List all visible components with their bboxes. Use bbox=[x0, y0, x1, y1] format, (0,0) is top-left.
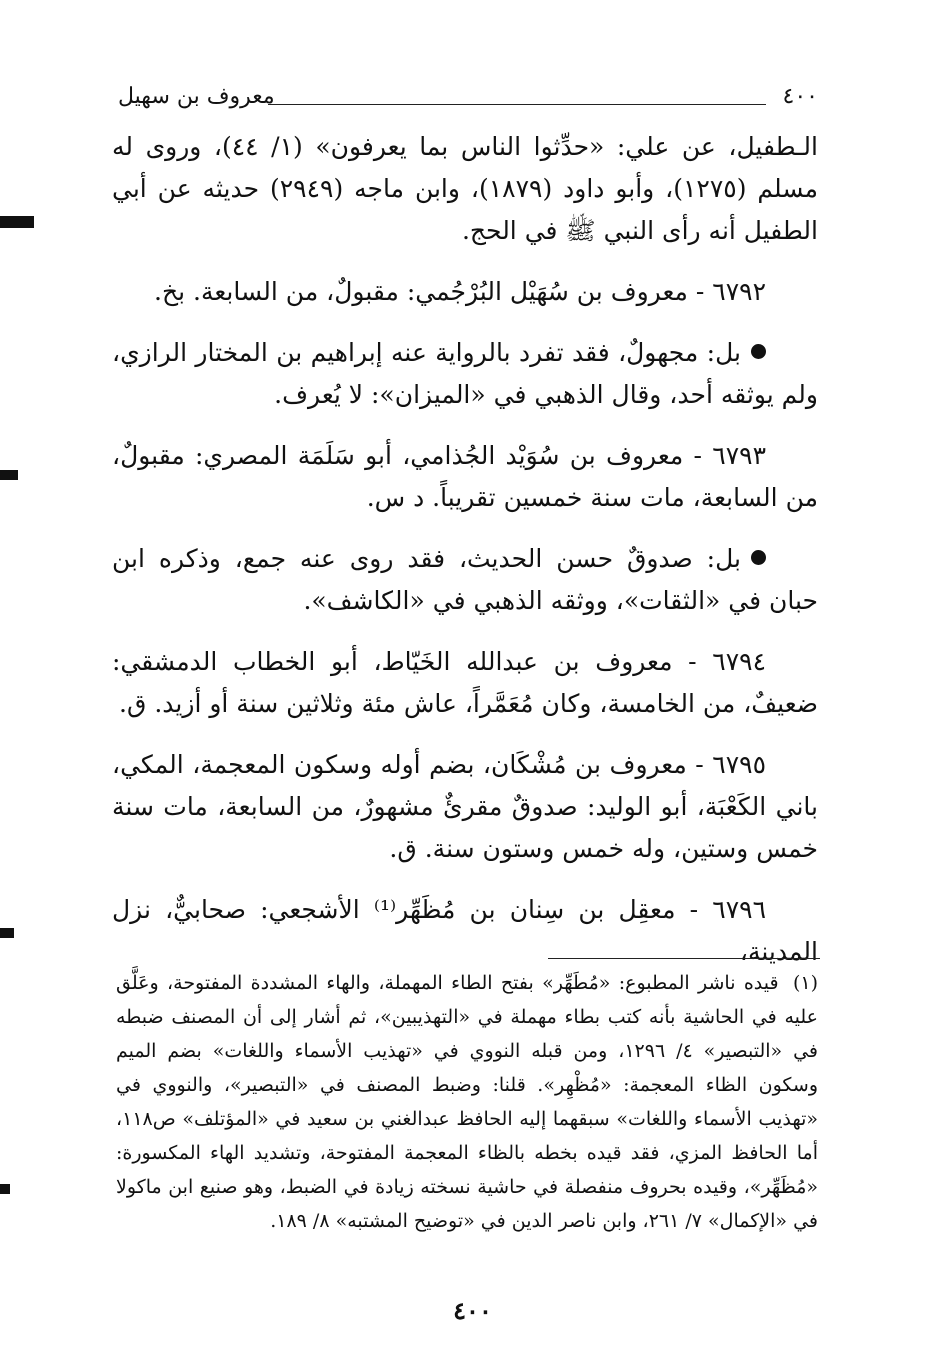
comment-text: مجهولٌ، فقد تفرد بالرواية عنه إبراهيم بن المختار الرازي، ولم يوثقه أحد، وقال الذهبي في «الميزان»: لا يُعرف. bbox=[112, 338, 818, 409]
entry-6795: ٦٧٩٥ - معروف بن مُشْكَان، بضم أوله وسكون المعجمة، المكي، باني الكَعْبَة، أبو الوليد: صدوقٌ مقرئٌ مشهورٌ، من السابعة، مات سنة خمس وستين، وله خمس وستون سنة. ق. bbox=[112, 750, 818, 863]
bullet-icon bbox=[751, 550, 766, 565]
entry-6796: ٦٧٩٦ - معقِل بن سِنان بن مُظَهِّر⁽¹⁾ الأشجعي: صحابيٌّ، نزل المدينة، bbox=[112, 895, 818, 966]
entry-6792: ٦٧٩٢ - معروف بن سُهَيْل البُرْجُمي: مقبولٌ، من السابعة. بخ. bbox=[154, 277, 766, 306]
comment-text: صدوقٌ حسن الحديث، فقد روى عنه جمع، وذكره ابن حبان في «الثقات»، ووثقه الذهبي في «الكاشف». bbox=[112, 544, 818, 615]
bullet-icon bbox=[751, 344, 766, 359]
footer-page-number: ٤٠٠ bbox=[453, 1296, 492, 1325]
header-page-number: ٤٠٠ bbox=[782, 84, 818, 109]
scan-mark bbox=[0, 1184, 10, 1194]
comment-6792 bbox=[112, 332, 818, 416]
bal-label: بل: bbox=[706, 544, 741, 573]
footnote-rule bbox=[548, 958, 820, 959]
continued-paragraph: الـطفيل، عن علي: «حدِّثوا الناس بما يعرفون» (١/ ٤٤)، وروى له مسلم (١٢٧٥)، وأبو داود (١٨٧٩)، وابن ماجه (٢٩٤٩) حديثه عن أبي الطفيل أنه رأى النبي ﷺ في الحج. bbox=[112, 132, 819, 245]
bal-label: بل: bbox=[706, 338, 741, 367]
scan-mark bbox=[0, 928, 14, 938]
entry-6793: ٦٧٩٣ - معروف بن سُوَيْد الجُذامي، أبو سَلَمَة المصري: مقبولٌ، من السابعة، مات سنة خمسين تقريباً. د س. bbox=[112, 441, 818, 512]
footnote-text: قيده ناشر المطبوع: «مُطَهِّر» بفتح الطاء المهملة، والهاء المشددة المفتوحة، وعَلَّق عليه في الحاشية بأنه كتب بطاء مهملة في «التهذيبين»، ثم أشار إلى أن المصنف ضبطه في «التبصير» ٤/ ١٢٩٦، ومن قبله النووي في «تهذيب الأسماء واللغات» بضم الميم وسكون الظاء المعجمة: «مُظْهِر». قلنا: وضبط المصنف في «التبصير»، والنووي في «تهذيب الأسماء واللغات» سبقهما إليه الحافظ عبدالغني بن سعيد في «المؤتلف» ص١١٨، أما الحافظ المزي، فقد قيده بخطه بالظاء المعجمة المفتوحة، وتشديد الهاء المكسورة: «مُظَهِّر»، وقيده بحروف منفصلة في حاشية نسخته زيادة في الضبط، وهو صنيع ابن ماكولا في «الإكمال» ٧/ ٢٦١، وابن ناصر الدين في «توضيح المشتبه» ٨/ ١٨٩. bbox=[116, 972, 818, 1232]
scan-mark bbox=[0, 470, 18, 480]
main-text bbox=[112, 126, 818, 992]
scan-mark bbox=[0, 216, 34, 228]
comment-6793 bbox=[112, 538, 818, 622]
footnote-number: (١) bbox=[792, 972, 819, 994]
entry-6794: ٦٧٩٤ - معروف بن عبدالله الخَيّاط، أبو الخطاب الدمشقي: ضعيفٌ، من الخامسة، وكان مُعَمَّراً، عاش مئة وثلاثين سنة أو أزيد. ق. bbox=[112, 647, 818, 718]
header-rule bbox=[268, 104, 766, 105]
running-title: معروف بن سهيل bbox=[118, 84, 275, 109]
footnote bbox=[116, 966, 818, 1238]
page-header bbox=[118, 84, 818, 114]
